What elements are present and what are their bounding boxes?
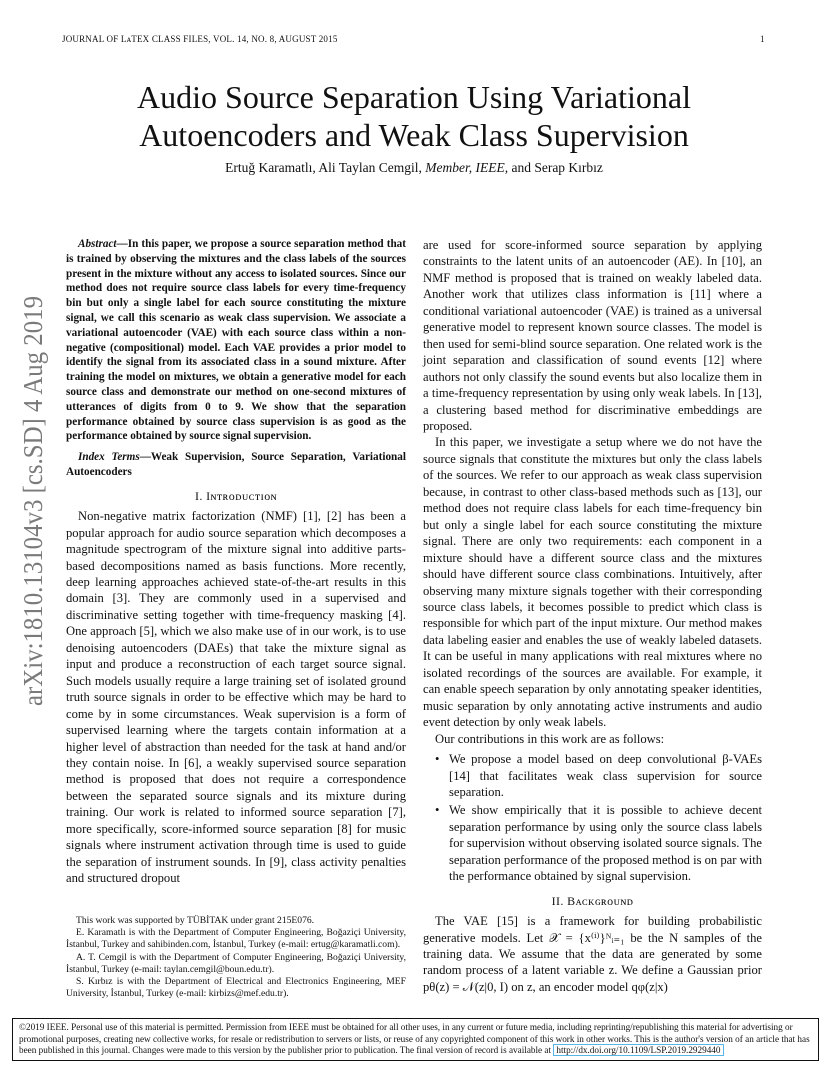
- index-terms: [66, 450, 406, 480]
- intro-paragraph-2: In this paper, we investigate a setup where we do not have the source signals that constitute the mixtures but only the class labels of the sources. We refer to our approach as weak class supervision because, in contrast to other class-based methods such as [13], our method does not require class labels for each time-frequency bin but only a single label for each source constituting the mixture signal. There are only two requirements: each component in a mixture should have a different source class and the mixtures should have different source class combinations. Intuitively, after observing many mixture signals together with their corresponding source class labels, it becomes possible to predict which class is responsible for which part of the input mixture. Our method makes data labeling easier and enables the use of weakly labeled datasets. It can be useful in many applications with real mixtures where no isolated recordings of the sources are available. For example, it can enable speech separation by only annotating speaker identities, music separation by only annotating active instruments and audio event detection by only weak labels.: [423, 435, 762, 730]
- section-heading-introduction: I. Iɴᴛʀᴏᴅᴜᴄᴛɪᴏɴ: [194, 488, 278, 503]
- section-heading-background: II. Bᴀᴄᴋɢʀᴏᴜɴᴅ: [551, 893, 634, 908]
- arxiv-stamp: [2, 290, 58, 710]
- footnote-author-1: E. Karamatlı is with the Department of Computer Engineering, Boğaziçi University, İstanbul, Turkey and sahibinden.com, İstanbul, Turkey (e-mail: ertug@karamatli.com).: [66, 927, 406, 951]
- page-number: 1: [760, 34, 765, 44]
- footnote: [66, 915, 406, 1000]
- left-column: [66, 237, 406, 887]
- intro-paragraph-1: Non-negative matrix factorization (NMF) [1], [2] has been a popular approach for audio source separation which decomposes a magnitude spectrogram of the mixture signal into additive parts-based decompositions named as basis functions. More recently, deep learning approaches achieved state-of-the-art results in this domain [3]. They are commonly used in a supervised and discriminative setting together with time-frequency masking [4]. One approach [5], which we also make use of in our work, is to use denoising autoencoders (DAEs) that take the mixture signal as input and produce a reconstruction of each target source signal. Such models usually require a large training set of isolated ground truth source signals in order to be effective which may be hard to come by in some circumstances. Weak supervision is a form of supervised learning where the targets contain information at a higher level of abstraction than needed for the task at hand and/or they contain noise. In [6], a weakly supervised source separation method is proposed that does not require a correspondence between the separated source signals and its mixture during training. Our work is related to informed source separation [7], more specifically, score-informed source separation [8] for music signals where instrument activation through time is used to guide the separation of instrument sounds. In [9], class activity penalties and structured dropout: [66, 509, 406, 886]
- author-last: and Serap Kırbız: [511, 160, 603, 175]
- copyright-notice: [12, 1018, 819, 1061]
- author-list: [62, 160, 766, 176]
- intro-paragraph-3: Our contributions in this work are as follows:: [435, 731, 665, 746]
- list-item: • We show empirically that it is possible to achieve decent separation performance by using only the source class labels for supervision without observing isolated source signals. The separation performance of the proposed method is on par with the performance obtained by signal supervision.: [449, 802, 762, 884]
- title-line-2: Autoencoders and Weak Class Supervision: [139, 117, 689, 153]
- footnote-author-2: A. T. Cemgil is with the Department of Computer Engineering, Boğaziçi University, İstanbul, Turkey (e-mail: taylan.cemgil@boun.edu.tr).: [66, 951, 406, 975]
- author-membership: Member, IEEE,: [425, 160, 509, 175]
- footnote-funding: This work was supported by TÜBİTAK under grant 215E076.: [76, 915, 315, 926]
- copyright-text: ©2019 IEEE. Personal use of this material is permitted. Permission from IEEE must be obtained for all other uses, in any current or future media, including reprinting/republishing this material for advertising or promotional purposes, creating new collective works, for resale or redistribution to servers or lists, or reuse of any copyrighted component of this work in other works. This is the author's version of an article that has been published in this journal. Changes were made to this version by the publisher prior to publication. The final version of record is available at: [19, 1022, 810, 1055]
- background-paragraph-1: The VAE [15] is a framework for building probabilistic generative models. Let 𝒳 = {x⁽ⁱ⁾}ᴺᵢ₌₁ be the N samples of the training data. We assume that the data are generated by some random process of a latent variable z. We define a Gaussian prior pθ(z) = 𝒩(z|0, I) on z, an encoder model qφ(z|x): [423, 914, 762, 994]
- intro-paragraph-1-continued: are used for score-informed source separation by applying constraints to the latent units of an autoencoder (AE). In [10], an NMF method is proposed that is trained on weakly labeled data. Another work that utilizes class information is [11] where a conditional variational autoencoder (VAE) is trained as a universal generative model to represent known source classes. The model is then used for semi-blind source separation. One related work is the joint separation and classification of sound events [12] where authors not only classify the sound events but also localize them in a time-frequency representation by using only weak labels. In [13], a clustering based method for discriminative embeddings are proposed.: [423, 238, 762, 433]
- right-column: [423, 237, 762, 995]
- doi-link[interactable]: http://dx.doi.org/10.1109/LSP.2019.2929440: [553, 1044, 723, 1056]
- index-terms-text: —Weak Supervision, Source Separation, Variational Autoencoders: [66, 451, 406, 478]
- abstract-text: —In this paper, we propose a source separation method that is trained by observing the mixtures and the class labels of the sources present in the mixture without any access to isolated sources. Since our method does not require source class labels for every time-frequency bin but only a single label for each source constituting the mixture signal, we call this scenario as weak class supervision. We associate a variational autoencoder (VAE) with each source class within a non-negative (compositional) model. Each VAE provides a prior model to identify the signal from its associated class in a sound mixture. After training the model on mixtures, we obtain a generative model for each source class and demonstrate our method on one-second mixtures of utterances of digits from 0 to 9. We show that the separation performance obtained by source class supervision is as good as the performance obtained by source signal supervision.: [66, 238, 406, 443]
- title-line-1: Audio Source Separation Using Variational: [137, 79, 691, 115]
- list-item: • We propose a model based on deep convolutional β-VAEs [14] that facilitates weak class supervision for source separation.: [449, 751, 762, 800]
- index-terms-label: Index Terms: [78, 451, 140, 464]
- contributions-list: [423, 751, 762, 885]
- author-names: Ertuğ Karamatlı, Ali Taylan Cemgil,: [225, 160, 422, 175]
- arxiv-stamp-text: arXiv:1810.13104v3 [cs.SD] 4 Aug 2019: [18, 290, 48, 706]
- abstract-label: Abstract: [78, 238, 117, 250]
- paper-title: [62, 78, 766, 154]
- footnote-author-3: S. Kırbız is with the Department of Electrical and Electronics Engineering, MEF University, İstanbul, Turkey (e-mail: kirbizs@mef.edu.tr).: [66, 976, 406, 1000]
- abstract: [66, 237, 406, 444]
- running-head: JOURNAL OF LᴀTEX CLASS FILES, VOL. 14, NO. 8, AUGUST 2015: [62, 34, 338, 44]
